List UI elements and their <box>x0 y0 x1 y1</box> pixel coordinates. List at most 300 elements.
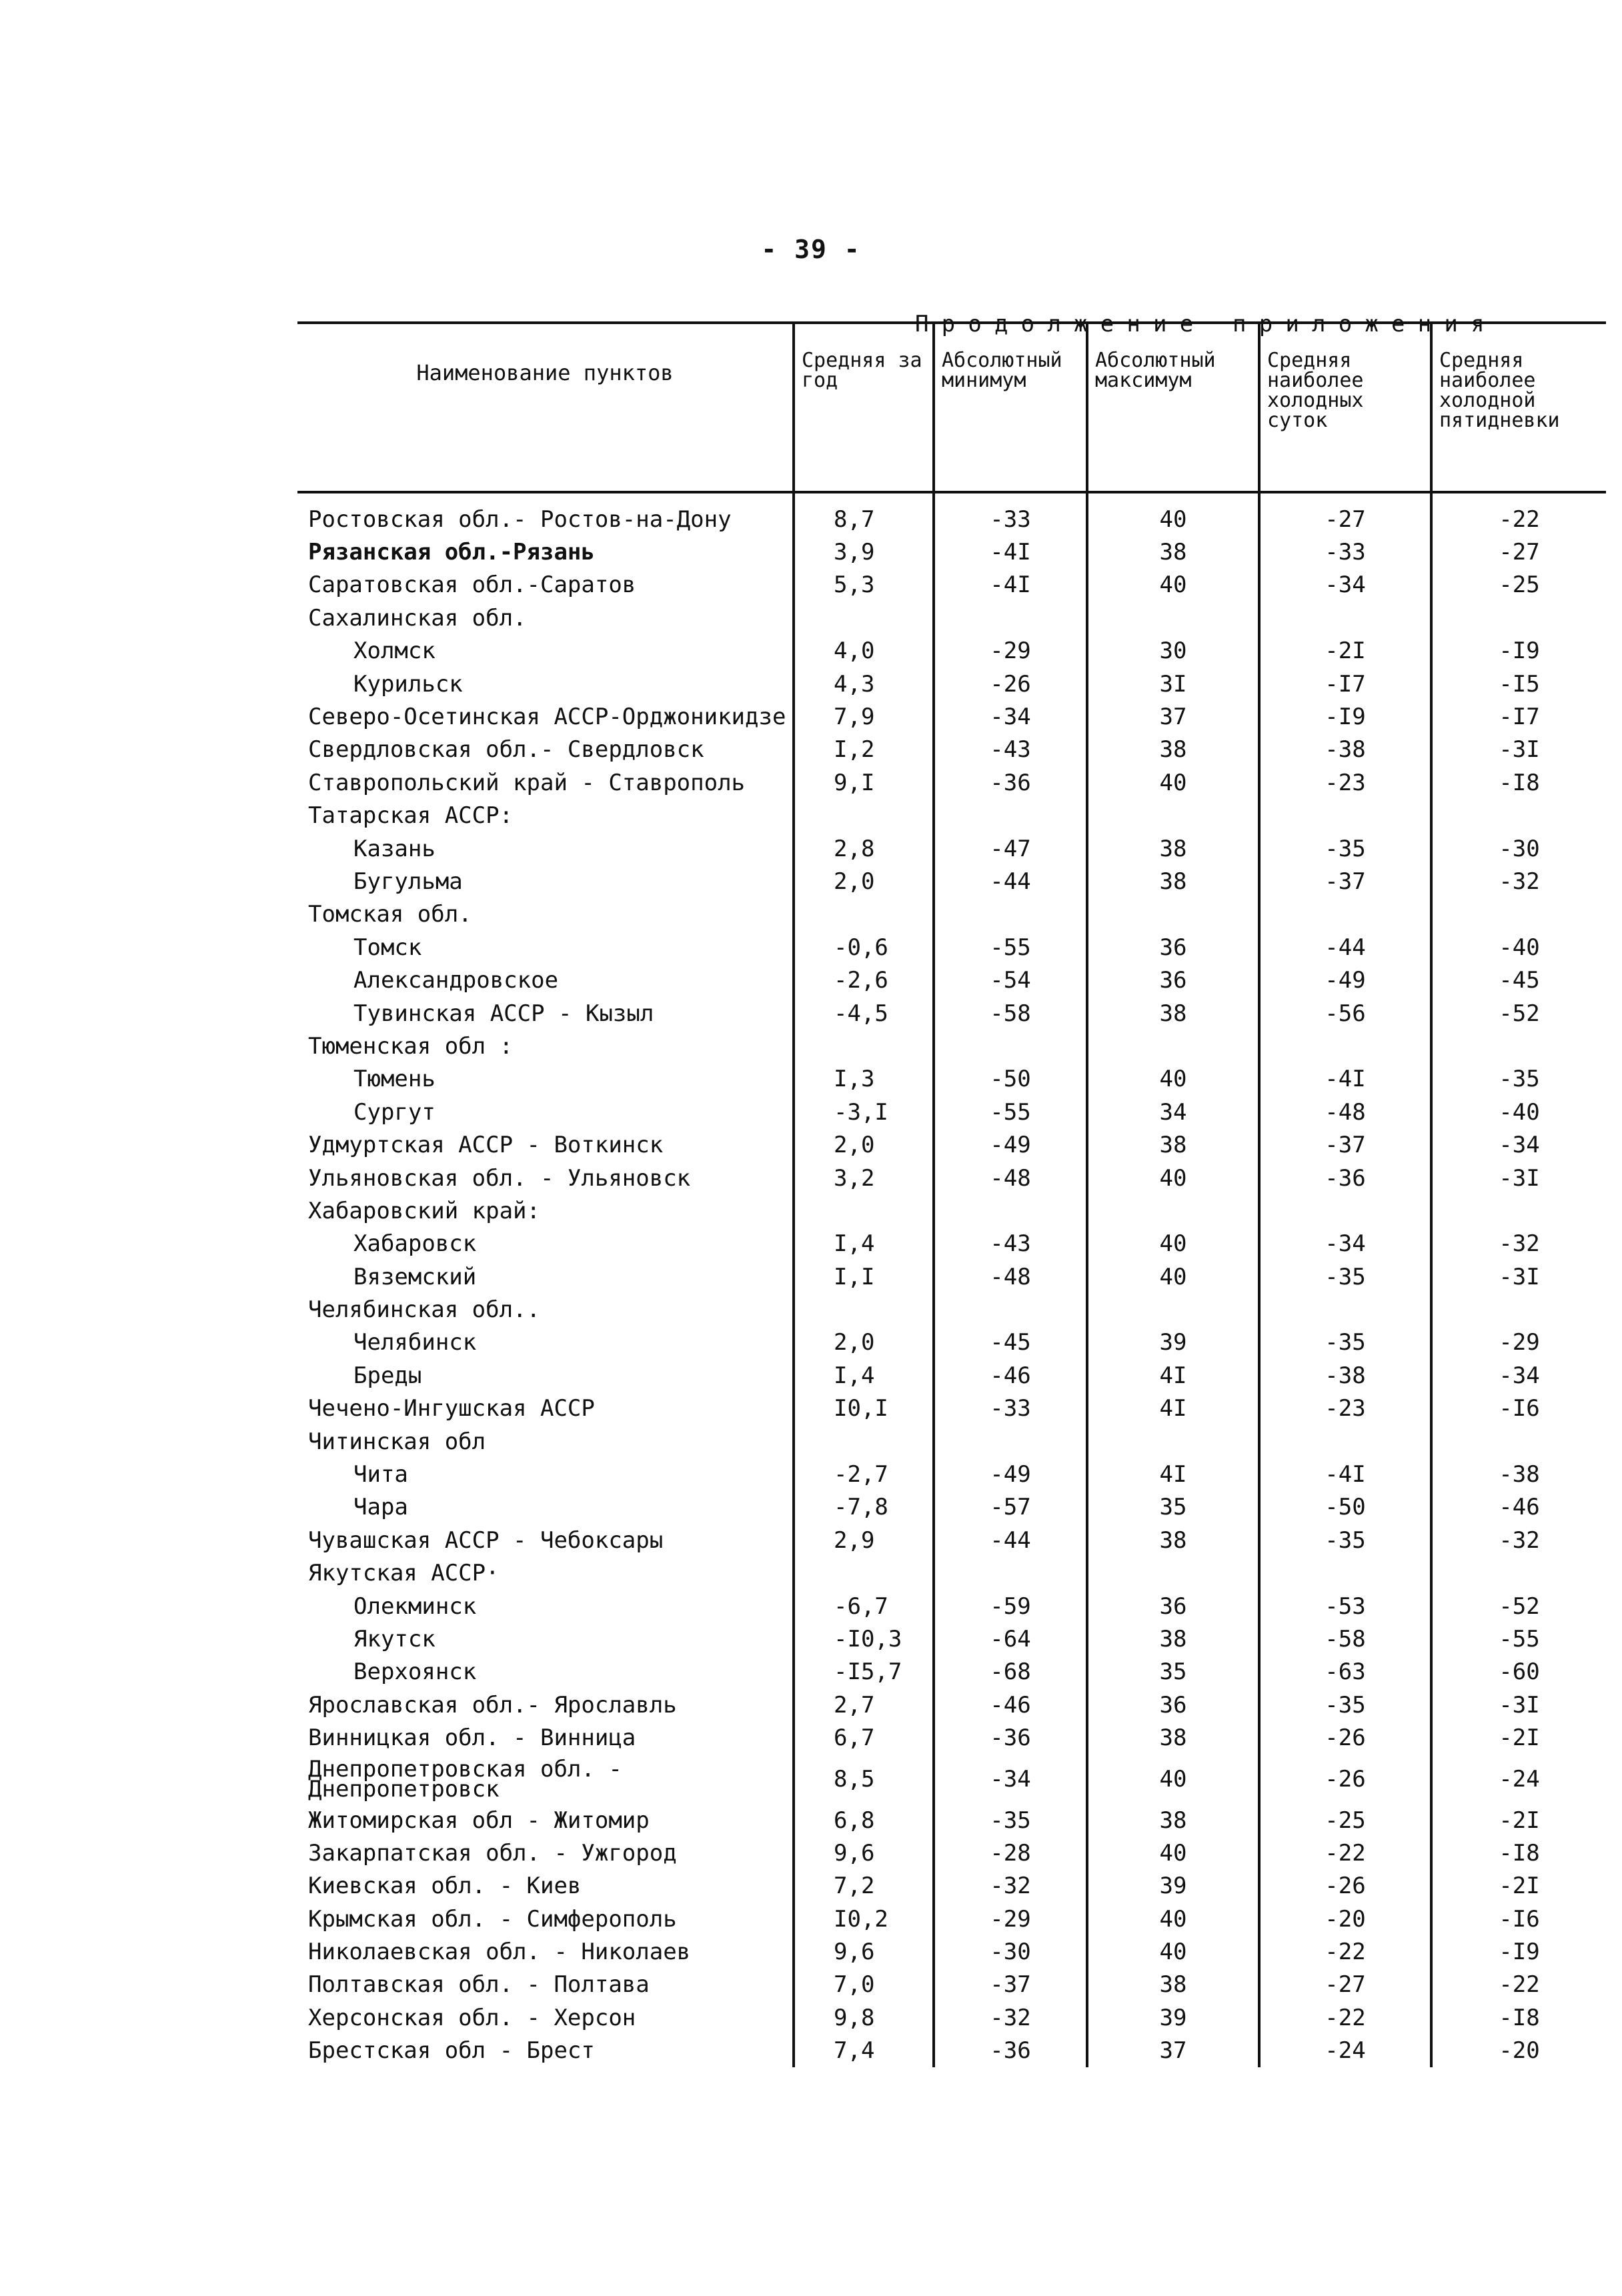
cell-five: -46 <box>1431 1491 1606 1524</box>
cell-avg: -I5,7 <box>794 1656 934 1688</box>
table-row <box>297 1326 1606 1359</box>
cell-max: 36 <box>1087 1590 1259 1622</box>
cell-min: -47 <box>934 832 1087 865</box>
cell-name: Рязанская обл.-Рязань <box>308 539 595 566</box>
cell-min: -55 <box>934 931 1087 964</box>
cell-day: -48 <box>1259 1096 1431 1128</box>
cell-day <box>1259 800 1431 832</box>
table-row <box>297 1837 1606 1869</box>
cell-avg <box>794 1194 934 1227</box>
table-row <box>297 635 1606 668</box>
cell-day: -I9 <box>1259 700 1431 733</box>
cell-name: Житомирская обл - Житомир <box>308 1807 650 1834</box>
cell-avg <box>794 1425 934 1458</box>
cell-five: -45 <box>1431 964 1606 996</box>
cell-five: -40 <box>1431 931 1606 964</box>
cell-five: -I8 <box>1431 766 1606 799</box>
cell-day: -35 <box>1259 1326 1431 1359</box>
cell-name: Томская обл. <box>308 901 472 928</box>
table-row <box>297 832 1606 865</box>
cell-avg: 9,8 <box>794 2001 934 2034</box>
cell-min: -29 <box>934 635 1087 668</box>
cell-max: 4I <box>1087 1359 1259 1392</box>
cell-name: Свердловская обл.- Свердловск <box>308 736 704 764</box>
cell-min: -34 <box>934 1755 1087 1804</box>
cell-max: 4I <box>1087 1392 1259 1425</box>
table-row <box>297 1688 1606 1721</box>
cell-five: -27 <box>1431 535 1606 568</box>
cell-avg: 9,I <box>794 766 934 799</box>
table-row <box>297 1903 1606 1935</box>
table-row <box>297 1870 1606 1903</box>
cell-avg: I0,I <box>794 1392 934 1425</box>
cell-max <box>1087 602 1259 634</box>
cell-avg: 8,5 <box>794 1755 934 1804</box>
cell-max: 40 <box>1087 1162 1259 1194</box>
cell-day: -20 <box>1259 1903 1431 1935</box>
cell-day: -50 <box>1259 1491 1431 1524</box>
cell-day: -63 <box>1259 1656 1431 1688</box>
cell-five: -I6 <box>1431 1903 1606 1935</box>
cell-name: Сургут <box>353 1098 436 1126</box>
cell-day <box>1259 1194 1431 1227</box>
table-row <box>297 1721 1606 1754</box>
cell-five: -60 <box>1431 1656 1606 1688</box>
cell-avg: 9,6 <box>794 1837 934 1869</box>
cell-day: -38 <box>1259 1359 1431 1392</box>
cell-day <box>1259 1293 1431 1326</box>
cell-five: -22 <box>1431 1969 1606 2001</box>
cell-avg: 9,6 <box>794 1935 934 1968</box>
cell-avg: I,4 <box>794 1228 934 1260</box>
cell-five: -2I <box>1431 1804 1606 1837</box>
cell-min: -28 <box>934 1837 1087 1869</box>
table-row <box>297 800 1606 832</box>
table-row <box>297 535 1606 568</box>
cell-max <box>1087 898 1259 931</box>
cell-day: -35 <box>1259 1524 1431 1556</box>
cell-day: -24 <box>1259 2035 1431 2067</box>
cell-name: Чечено-Ингушская АССР <box>308 1395 595 1422</box>
cell-max: 38 <box>1087 1524 1259 1556</box>
header-abs-min: Абсолютный минимум <box>934 323 1087 492</box>
cell-max: 40 <box>1087 1228 1259 1260</box>
cell-day: -26 <box>1259 1721 1431 1754</box>
cell-min <box>934 1194 1087 1227</box>
table-row <box>297 2001 1606 2034</box>
cell-avg: 7,2 <box>794 1870 934 1903</box>
cell-min: -44 <box>934 1524 1087 1556</box>
cell-avg: -3,I <box>794 1096 934 1128</box>
table-row <box>297 1228 1606 1260</box>
table-row <box>297 865 1606 898</box>
cell-max: 40 <box>1087 1837 1259 1869</box>
climate-table <box>297 321 1606 2067</box>
cell-min: -57 <box>934 1491 1087 1524</box>
table-row <box>297 1260 1606 1293</box>
cell-name: Тувинская АССР - Кызыл <box>353 1000 654 1027</box>
cell-name: Ярославская обл.- Ярославль <box>308 1691 677 1718</box>
cell-name: Татарская АССР: <box>308 802 514 830</box>
cell-five: -32 <box>1431 865 1606 898</box>
cell-avg: 2,9 <box>794 1524 934 1556</box>
cell-avg: 8,7 <box>794 492 934 535</box>
cell-avg <box>794 1557 934 1590</box>
cell-min: -44 <box>934 865 1087 898</box>
cell-day: -53 <box>1259 1590 1431 1622</box>
cell-max: 34 <box>1087 1096 1259 1128</box>
cell-name: Олекминск <box>353 1592 477 1620</box>
cell-name: Чувашская АССР - Чебоксары <box>308 1526 664 1554</box>
table-row <box>297 1293 1606 1326</box>
cell-name: Челябинская обл.. <box>308 1296 540 1324</box>
cell-day: -35 <box>1259 1260 1431 1293</box>
cell-min <box>934 1293 1087 1326</box>
cell-max <box>1087 1425 1259 1458</box>
cell-min: -55 <box>934 1096 1087 1128</box>
cell-day <box>1259 1557 1431 1590</box>
cell-day: -33 <box>1259 535 1431 568</box>
cell-min: -29 <box>934 1903 1087 1935</box>
cell-five <box>1431 898 1606 931</box>
table-row <box>297 1524 1606 1556</box>
cell-five: -2I <box>1431 1870 1606 1903</box>
cell-max: 40 <box>1087 1063 1259 1096</box>
cell-max: 38 <box>1087 734 1259 766</box>
cell-min: -64 <box>934 1622 1087 1655</box>
table-row <box>297 1359 1606 1392</box>
table-row <box>297 1162 1606 1194</box>
cell-max: 38 <box>1087 1128 1259 1161</box>
table-header <box>297 323 1606 492</box>
cell-avg: 7,9 <box>794 700 934 733</box>
cell-avg: 6,8 <box>794 1804 934 1837</box>
cell-name: Бугульма <box>353 868 463 895</box>
cell-name: Северо-Осетинская АССР-Орджоникидзе <box>308 704 786 731</box>
cell-five: -38 <box>1431 1458 1606 1490</box>
cell-five: -I7 <box>1431 700 1606 733</box>
table-row <box>297 964 1606 996</box>
cell-max: 38 <box>1087 1804 1259 1837</box>
cell-day: -34 <box>1259 569 1431 602</box>
cell-avg <box>794 898 934 931</box>
cell-day: -27 <box>1259 492 1431 535</box>
cell-name: Тюменская обл : <box>308 1032 514 1060</box>
table-row <box>297 898 1606 931</box>
cell-name: Ростовская обл.- Ростов-на-Дону <box>308 505 732 533</box>
cell-five: -52 <box>1431 1590 1606 1622</box>
cell-min: -43 <box>934 734 1087 766</box>
cell-min: -30 <box>934 1935 1087 1968</box>
cell-min: -45 <box>934 1326 1087 1359</box>
cell-max: 40 <box>1087 1903 1259 1935</box>
cell-five <box>1431 602 1606 634</box>
cell-avg: 5,3 <box>794 569 934 602</box>
cell-day: -44 <box>1259 931 1431 964</box>
cell-day: -38 <box>1259 734 1431 766</box>
table-row <box>297 734 1606 766</box>
cell-avg: 7,0 <box>794 1969 934 2001</box>
cell-avg: -0,6 <box>794 931 934 964</box>
cell-max: 35 <box>1087 1491 1259 1524</box>
cell-avg: -2,7 <box>794 1458 934 1490</box>
cell-day: -22 <box>1259 2001 1431 2034</box>
cell-name: Верхоянск <box>353 1658 477 1686</box>
table-body <box>297 492 1606 2067</box>
cell-avg: I,4 <box>794 1359 934 1392</box>
cell-min: -46 <box>934 1359 1087 1392</box>
cell-min: -26 <box>934 668 1087 700</box>
cell-five: -34 <box>1431 1128 1606 1161</box>
cell-max: 40 <box>1087 569 1259 602</box>
cell-max: 36 <box>1087 931 1259 964</box>
cell-five: -40 <box>1431 1096 1606 1128</box>
cell-max: 38 <box>1087 997 1259 1030</box>
table-row <box>297 1969 1606 2001</box>
cell-five: -2I <box>1431 1721 1606 1754</box>
cell-min: -4I <box>934 569 1087 602</box>
cell-max: 38 <box>1087 1969 1259 2001</box>
cell-five: -I8 <box>1431 2001 1606 2034</box>
cell-name: Бреды <box>353 1362 422 1389</box>
cell-name: Ставропольский край - Ставрополь <box>308 769 746 796</box>
cell-day: -58 <box>1259 1622 1431 1655</box>
cell-avg: 4,3 <box>794 668 934 700</box>
cell-max: 39 <box>1087 2001 1259 2034</box>
cell-day: -2I <box>1259 635 1431 668</box>
cell-min <box>934 602 1087 634</box>
cell-five: -22 <box>1431 492 1606 535</box>
cell-name: Закарпатская обл. - Ужгород <box>308 1839 677 1867</box>
table-row <box>297 997 1606 1030</box>
cell-max: 37 <box>1087 700 1259 733</box>
cell-name: Херсонская обл. - Херсон <box>308 2004 636 2031</box>
cell-five <box>1431 1030 1606 1062</box>
cell-five: -I8 <box>1431 1837 1606 1869</box>
cell-min: -33 <box>934 1392 1087 1425</box>
cell-max: 40 <box>1087 1935 1259 1968</box>
cell-max <box>1087 800 1259 832</box>
cell-avg <box>794 800 934 832</box>
cell-name: Удмуртская АССР - Воткинск <box>308 1132 664 1159</box>
table-row <box>297 602 1606 634</box>
cell-max: 40 <box>1087 492 1259 535</box>
cell-day: -23 <box>1259 766 1431 799</box>
cell-min: -34 <box>934 700 1087 733</box>
cell-day: -23 <box>1259 1392 1431 1425</box>
table-row <box>297 1128 1606 1161</box>
cell-min <box>934 800 1087 832</box>
cell-day <box>1259 1030 1431 1062</box>
cell-min: -36 <box>934 1721 1087 1754</box>
cell-avg: I,3 <box>794 1063 934 1096</box>
cell-min: -36 <box>934 2035 1087 2067</box>
cell-five: -30 <box>1431 832 1606 865</box>
cell-five <box>1431 1194 1606 1227</box>
table-row <box>297 1622 1606 1655</box>
header-name: Наименование пунктов <box>297 323 794 492</box>
cell-max: 37 <box>1087 2035 1259 2067</box>
cell-day: -26 <box>1259 1755 1431 1804</box>
cell-five <box>1431 1293 1606 1326</box>
table-row <box>297 2035 1606 2067</box>
cell-five: -I9 <box>1431 635 1606 668</box>
cell-avg: I0,2 <box>794 1903 934 1935</box>
cell-avg: 2,0 <box>794 1326 934 1359</box>
cell-five: -32 <box>1431 1524 1606 1556</box>
cell-min: -58 <box>934 997 1087 1030</box>
cell-min: -32 <box>934 2001 1087 2034</box>
cell-day: -56 <box>1259 997 1431 1030</box>
page-number: - 39 - <box>761 235 861 264</box>
table-row <box>297 1804 1606 1837</box>
cell-name: Якутск <box>353 1625 436 1652</box>
cell-name: Чара <box>353 1494 408 1521</box>
header-abs-max: Абсолютный максимум <box>1087 323 1259 492</box>
cell-avg: -2,6 <box>794 964 934 996</box>
cell-min: -48 <box>934 1162 1087 1194</box>
cell-five <box>1431 1425 1606 1458</box>
cell-avg: 3,2 <box>794 1162 934 1194</box>
table-row <box>297 1425 1606 1458</box>
cell-name: Хабаровск <box>353 1230 477 1258</box>
cell-five <box>1431 800 1606 832</box>
cell-avg: -I0,3 <box>794 1622 934 1655</box>
cell-day: -34 <box>1259 1228 1431 1260</box>
cell-avg: 2,7 <box>794 1688 934 1721</box>
table-row <box>297 766 1606 799</box>
cell-name: Брестская обл - Брест <box>308 2037 595 2065</box>
cell-min: -32 <box>934 1870 1087 1903</box>
cell-avg: 4,0 <box>794 635 934 668</box>
cell-day <box>1259 602 1431 634</box>
cell-day: -22 <box>1259 1935 1431 1968</box>
table-row <box>297 700 1606 733</box>
cell-max: 39 <box>1087 1870 1259 1903</box>
cell-name: Читинская обл <box>308 1428 486 1455</box>
header-avg-year: Средняя за год <box>794 323 934 492</box>
cell-name: Холмск <box>353 638 436 665</box>
cell-name: Чита <box>353 1461 408 1488</box>
cell-max: 38 <box>1087 865 1259 898</box>
cell-min <box>934 1030 1087 1062</box>
cell-min <box>934 898 1087 931</box>
cell-five: -52 <box>1431 997 1606 1030</box>
cell-max: 35 <box>1087 1656 1259 1688</box>
cell-five: -3I <box>1431 1260 1606 1293</box>
cell-five: -55 <box>1431 1622 1606 1655</box>
cell-day: -27 <box>1259 1969 1431 2001</box>
cell-day: -22 <box>1259 1837 1431 1869</box>
cell-day: -36 <box>1259 1162 1431 1194</box>
cell-five: -I5 <box>1431 668 1606 700</box>
cell-min: -59 <box>934 1590 1087 1622</box>
cell-five: -25 <box>1431 569 1606 602</box>
cell-name: Якутская АССР· <box>308 1560 500 1587</box>
cell-avg: I,2 <box>794 734 934 766</box>
cell-name: Днепропетровская обл. - Днепропетровск <box>308 1755 622 1803</box>
cell-name: Сахалинская обл. <box>308 604 527 632</box>
header-coldest-day: Средняя наиболее холодных суток <box>1259 323 1431 492</box>
cell-day <box>1259 1425 1431 1458</box>
cell-avg: 2,8 <box>794 832 934 865</box>
cell-five: -3I <box>1431 734 1606 766</box>
cell-max: 40 <box>1087 1755 1259 1804</box>
cell-avg: -4,5 <box>794 997 934 1030</box>
cell-min: -49 <box>934 1458 1087 1490</box>
cell-max: 40 <box>1087 1260 1259 1293</box>
cell-name: Томск <box>353 934 422 961</box>
cell-name: Николаевская обл. - Николаев <box>308 1939 691 1966</box>
cell-max: 38 <box>1087 1622 1259 1655</box>
cell-five: -35 <box>1431 1063 1606 1096</box>
table-row <box>297 1656 1606 1688</box>
cell-min: -35 <box>934 1804 1087 1837</box>
cell-five: -29 <box>1431 1326 1606 1359</box>
cell-min: -46 <box>934 1688 1087 1721</box>
cell-min: -49 <box>934 1128 1087 1161</box>
cell-name: Хабаровский край: <box>308 1197 540 1224</box>
cell-min <box>934 1557 1087 1590</box>
cell-name: Ульяновская обл. - Ульяновск <box>308 1164 691 1192</box>
table-row <box>297 1392 1606 1425</box>
cell-avg: -7,8 <box>794 1491 934 1524</box>
table-row <box>297 492 1606 535</box>
cell-avg: -6,7 <box>794 1590 934 1622</box>
cell-day: -35 <box>1259 1688 1431 1721</box>
cell-five: -32 <box>1431 1228 1606 1260</box>
cell-five: -3I <box>1431 1688 1606 1721</box>
cell-min: -37 <box>934 1969 1087 2001</box>
table-row <box>297 1557 1606 1590</box>
cell-name: Вяземский <box>353 1263 477 1290</box>
cell-name: Саратовская обл.-Саратов <box>308 571 636 599</box>
table-row <box>297 1458 1606 1490</box>
cell-max: 38 <box>1087 535 1259 568</box>
cell-max: 36 <box>1087 1688 1259 1721</box>
cell-day: -25 <box>1259 1804 1431 1837</box>
cell-five: -24 <box>1431 1755 1606 1804</box>
table-row <box>297 1096 1606 1128</box>
cell-day: -49 <box>1259 964 1431 996</box>
cell-min: -33 <box>934 492 1087 535</box>
cell-min <box>934 1425 1087 1458</box>
cell-name: Винницкая обл. - Винница <box>308 1725 636 1752</box>
cell-five: -34 <box>1431 1359 1606 1392</box>
cell-avg: 2,0 <box>794 865 934 898</box>
cell-avg <box>794 1293 934 1326</box>
table-row <box>297 1194 1606 1227</box>
cell-avg: 6,7 <box>794 1721 934 1754</box>
cell-max <box>1087 1293 1259 1326</box>
cell-day: -I7 <box>1259 668 1431 700</box>
cell-min: -43 <box>934 1228 1087 1260</box>
table-row <box>297 1755 1606 1804</box>
cell-name: Казань <box>353 835 436 862</box>
cell-max: 36 <box>1087 964 1259 996</box>
cell-day: -37 <box>1259 865 1431 898</box>
cell-day: -4I <box>1259 1458 1431 1490</box>
cell-min: -54 <box>934 964 1087 996</box>
table-row <box>297 1030 1606 1062</box>
cell-min: -50 <box>934 1063 1087 1096</box>
cell-max: 4I <box>1087 1458 1259 1490</box>
cell-name: Александровское <box>353 967 559 994</box>
cell-five: -3I <box>1431 1162 1606 1194</box>
cell-five <box>1431 1557 1606 1590</box>
cell-avg: 3,9 <box>794 535 934 568</box>
cell-day: -26 <box>1259 1870 1431 1903</box>
